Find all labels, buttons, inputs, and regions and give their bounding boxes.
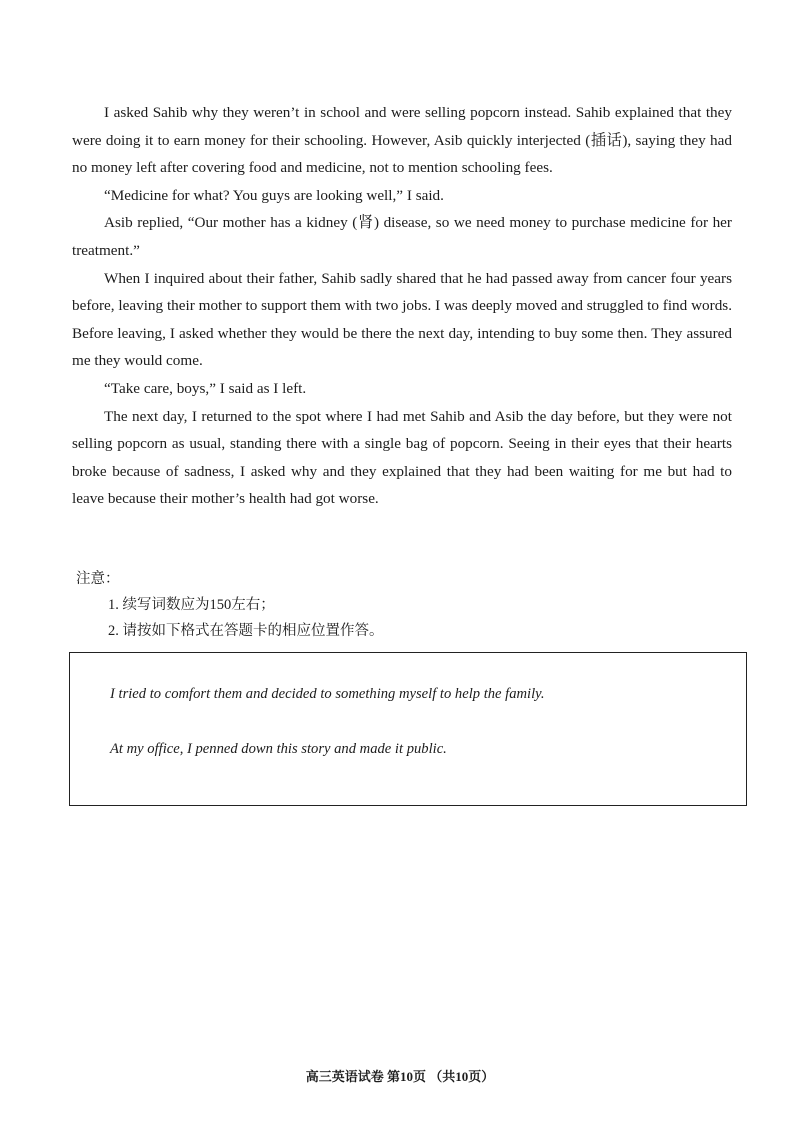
- story-passage: [72, 99, 732, 513]
- story-paragraph-3: Asib replied, “Our mother has a kidney (肾) disease, so we need money to purchase medicine for her treatment.”: [72, 214, 732, 259]
- story-paragraph-5: “Take care, boys,” I said as I left.: [104, 379, 307, 397]
- story-paragraph-6: The next day, I returned to the spot where I had met Sahib and Asib the day before, but they were not selling popcorn as usual, standing there with a single bag of popcorn. Seeing in their eyes that their hearts broke because of sadness, I asked why and they explained that they had been waiting for me but had to leave because their mother’s health had got worse.: [72, 407, 732, 508]
- instructions-notes: [76, 566, 384, 644]
- story-paragraph-1: I asked Sahib why they weren’t in school and were selling popcorn instead. Sahib explained that they were doing it to earn money for their schooling. However, Asib quickly interjected (插话), saying they had no money left after covering food and medicine, not to mention schooling fees.: [72, 104, 732, 177]
- story-paragraph-4: When I inquired about their father, Sahib sadly shared that he had passed away from cancer four years before, leaving their mother to support them with two jobs. I was deeply moved and struggled to find words. Before leaving, I asked whether they would be there the next day, intending to buy some then. They assured me they would come.: [72, 269, 732, 370]
- notes-title: 注意：: [76, 571, 120, 587]
- continuation-prompt-2: At my office, I penned down this story and made it public.: [110, 741, 447, 757]
- answer-format-box: [69, 652, 747, 806]
- page-footer: 高三英语试卷 第10页 （共10页）: [305, 1069, 495, 1084]
- continuation-prompt-1: I tried to comfort them and decided to something myself to help the family.: [110, 686, 545, 702]
- note-item-format: 2. 请按如下格式在答题卡的相应位置作答。: [108, 623, 384, 639]
- story-paragraph-2: “Medicine for what? You guys are looking well,” I said.: [104, 186, 444, 204]
- note-item-word-count: 1. 续写词数应为150左右；: [108, 597, 275, 613]
